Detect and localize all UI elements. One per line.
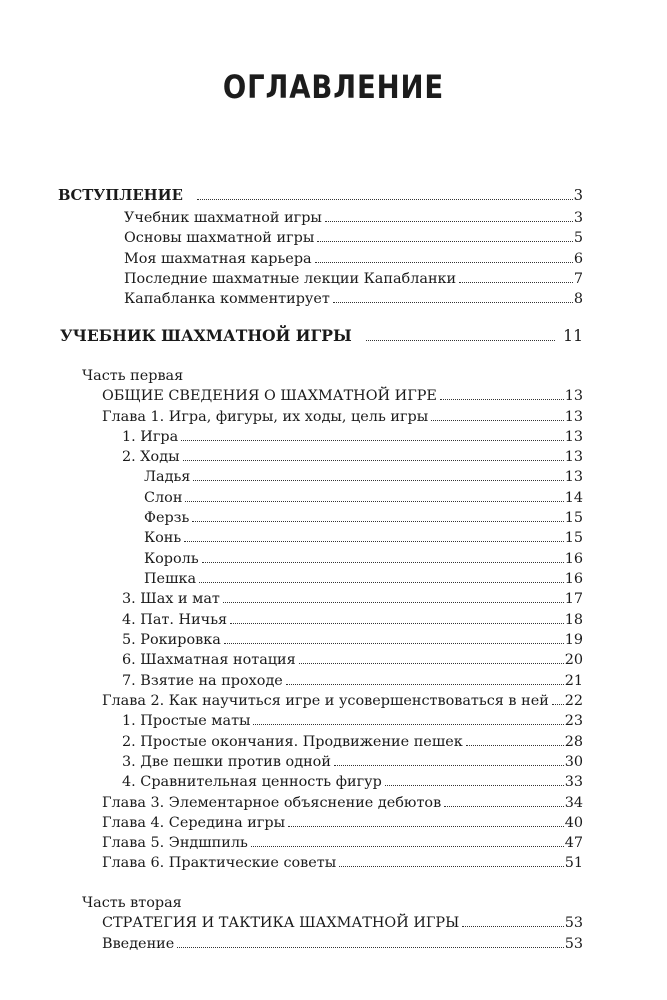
toc-label: 1. Игра — [122, 429, 179, 445]
toc-leader — [431, 420, 564, 421]
toc-entry[interactable] — [122, 711, 583, 731]
toc-label: Глава 4. Середина игры — [102, 815, 286, 831]
toc-leader — [230, 623, 564, 624]
toc-leader — [288, 826, 564, 827]
toc-entry[interactable] — [122, 427, 583, 447]
toc-leader — [183, 460, 564, 461]
toc-leader — [440, 399, 564, 400]
toc-page: 30 — [564, 754, 583, 770]
toc-entry[interactable] — [144, 569, 583, 589]
toc-label: Введение — [102, 936, 175, 952]
toc-entry[interactable] — [102, 853, 583, 873]
toc-page: 7 — [573, 271, 583, 287]
toc-entry[interactable] — [102, 934, 583, 954]
toc-leader — [299, 663, 564, 664]
toc-page: 33 — [564, 774, 583, 790]
toc-label: 6. Шахматная нотация — [122, 652, 296, 668]
toc-label: Глава 5. Эндшпиль — [102, 835, 248, 851]
toc-page: 6 — [573, 251, 583, 267]
toc-entry[interactable] — [124, 249, 583, 269]
toc-page: 51 — [564, 855, 583, 871]
toc-entry[interactable] — [102, 691, 583, 711]
toc-label: Учебник шахматной игры — [124, 210, 322, 226]
toc-entry[interactable] — [122, 610, 583, 630]
toc-page: 40 — [564, 815, 583, 831]
toc-entry[interactable] — [122, 671, 583, 691]
toc-page: 13 — [564, 469, 583, 485]
toc-page: 19 — [564, 632, 583, 648]
toc-label: СТРАТЕГИЯ И ТАКТИКА ШАХМАТНОЙ ИГРЫ — [102, 915, 460, 931]
toc-leader — [444, 806, 564, 807]
toc-page: 11 — [563, 327, 583, 345]
toc-label: 2. Простые окончания. Продвижение пешек — [122, 734, 463, 750]
toc-label: Моя шахматная карьера — [124, 251, 312, 267]
toc-label: ВСТУПЛЕНИЕ — [58, 187, 183, 204]
toc-page: 3 — [573, 187, 583, 204]
toc-page: 15 — [564, 510, 583, 526]
toc-label: Капабланка комментирует — [124, 291, 330, 307]
toc-leader — [552, 704, 564, 705]
toc-label: Пешка — [144, 571, 197, 587]
toc-leader — [286, 684, 564, 685]
toc-entry[interactable] — [124, 208, 583, 228]
toc-section-textbook[interactable] — [60, 326, 583, 346]
toc-entry[interactable] — [124, 289, 583, 309]
toc-page: 13 — [564, 449, 583, 465]
toc-page: 28 — [564, 734, 583, 750]
toc-leader — [315, 262, 573, 263]
toc-entry[interactable] — [124, 269, 583, 289]
toc-leader — [466, 745, 564, 746]
toc-page: 23 — [564, 713, 583, 729]
toc-page: 3 — [573, 210, 583, 226]
toc-leader — [253, 724, 563, 725]
part-label: Часть вторая — [82, 895, 182, 911]
toc-section-intro[interactable] — [58, 186, 583, 206]
toc-entry[interactable] — [144, 549, 583, 569]
toc-label: Глава 1. Игра, фигуры, их ходы, цель игры — [102, 409, 429, 425]
toc-leader — [325, 221, 573, 222]
toc-page: 20 — [564, 652, 583, 668]
toc-leader — [199, 582, 564, 583]
toc-page: 16 — [564, 551, 583, 567]
toc-entry[interactable] — [102, 833, 583, 853]
toc-entry[interactable] — [122, 732, 583, 752]
toc-leader — [185, 501, 563, 502]
toc-page: 16 — [564, 571, 583, 587]
toc-label: 2. Ходы — [122, 449, 180, 465]
toc-page: 13 — [564, 409, 583, 425]
toc-page: 14 — [564, 490, 583, 506]
toc-label: 4. Сравнительная ценность фигур — [122, 774, 382, 790]
toc-leader — [177, 947, 563, 948]
part-label: Часть первая — [82, 368, 184, 384]
toc-label: УЧЕБНИК ШАХМАТНОЙ ИГРЫ — [60, 326, 352, 345]
toc-entry[interactable] — [102, 407, 583, 427]
toc-label: Глава 2. Как научиться игре и усовершенствоваться в ней — [102, 693, 549, 709]
page-title: ОГЛАВЛЕНИЕ — [222, 68, 445, 106]
toc-leader — [202, 562, 564, 563]
toc-leader — [193, 480, 563, 481]
toc-entry[interactable] — [122, 650, 583, 670]
toc-entry[interactable] — [122, 752, 583, 772]
toc-page: 5 — [573, 230, 583, 246]
toc-leader — [251, 846, 564, 847]
toc-label: Ферзь — [144, 510, 190, 526]
toc-leader — [181, 440, 564, 441]
toc-label: 3. Шах и мат — [122, 591, 220, 607]
toc-page: 22 — [564, 693, 583, 709]
toc-entry[interactable] — [124, 228, 583, 248]
toc-label: Последние шахматные лекции Капабланки — [124, 271, 457, 287]
toc-leader — [462, 926, 563, 927]
toc-leader — [385, 785, 564, 786]
toc-leader — [366, 340, 555, 341]
toc-leader — [334, 765, 564, 766]
toc-entry[interactable] — [122, 589, 583, 609]
toc-label: Король — [144, 551, 199, 567]
toc-page: 34 — [564, 795, 583, 811]
toc-entry[interactable] — [144, 467, 583, 487]
toc-label: Глава 3. Элементарное объяснение дебютов — [102, 795, 442, 811]
toc-leader — [192, 521, 563, 522]
toc-leader — [184, 541, 563, 542]
toc-leader — [224, 643, 564, 644]
toc-label: Слон — [144, 490, 183, 506]
toc-label: 3. Две пешки против одной — [122, 754, 331, 770]
toc-label: Основы шахматной игры — [124, 230, 315, 246]
toc-label: Конь — [144, 530, 182, 546]
toc-leader — [333, 302, 573, 303]
toc-label: Ладья — [144, 469, 191, 485]
toc-leader — [339, 866, 563, 867]
toc-leader — [317, 241, 573, 242]
toc-entry[interactable] — [144, 528, 583, 548]
toc-label: 1. Простые маты — [122, 713, 251, 729]
toc-part-title[interactable] — [102, 913, 583, 933]
toc-label: 4. Пат. Ничья — [122, 612, 228, 628]
toc-leader — [459, 282, 573, 283]
toc-page: 13 — [564, 388, 583, 404]
toc-page: 21 — [564, 673, 583, 689]
toc-label: 7. Взятие на проходе — [122, 673, 283, 689]
toc-entry[interactable] — [122, 630, 583, 650]
toc-entry[interactable] — [144, 508, 583, 528]
toc-leader — [197, 199, 573, 200]
toc-page: 47 — [564, 835, 583, 851]
toc-entry[interactable] — [122, 447, 583, 467]
toc-page: 18 — [564, 612, 583, 628]
toc-page: 53 — [564, 915, 583, 931]
toc-label: 5. Рокировка — [122, 632, 221, 648]
toc-entry[interactable] — [102, 793, 583, 813]
toc-page: 15 — [564, 530, 583, 546]
toc-page: 17 — [564, 591, 583, 607]
toc-part-title[interactable] — [102, 386, 583, 406]
toc-page: 53 — [564, 936, 583, 952]
toc-entry[interactable] — [102, 813, 583, 833]
toc-leader — [223, 602, 564, 603]
toc-page: 13 — [564, 429, 583, 445]
toc-page: 8 — [573, 291, 583, 307]
toc-label: ОБЩИЕ СВЕДЕНИЯ О ШАХМАТНОЙ ИГРЕ — [102, 388, 437, 404]
toc-entry[interactable] — [144, 488, 583, 508]
toc-label: Глава 6. Практические советы — [102, 855, 337, 871]
toc-entry[interactable] — [122, 772, 583, 792]
